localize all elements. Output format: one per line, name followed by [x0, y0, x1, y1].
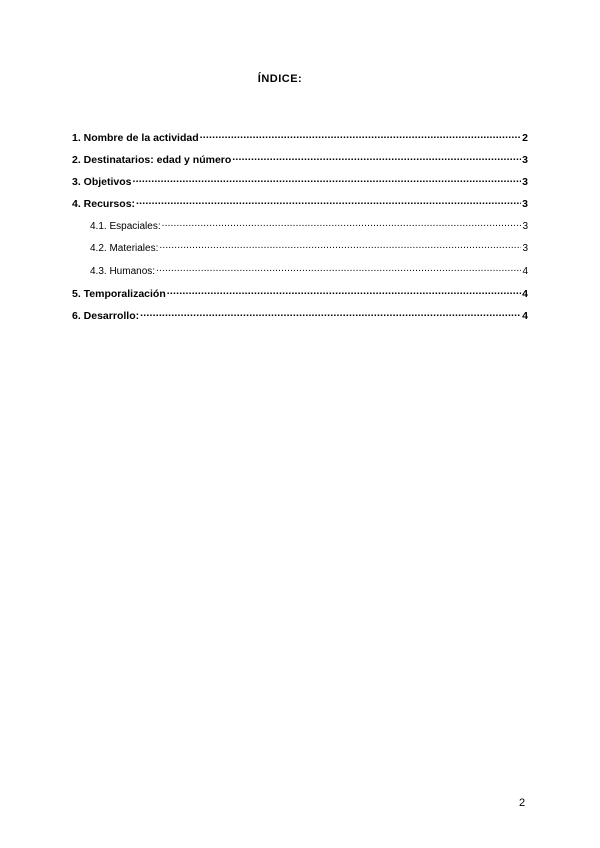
- dot-leader: [232, 152, 521, 163]
- toc-entry-label: 4. Recursos:: [72, 198, 136, 211]
- toc-entry-objetivos[interactable]: [72, 175, 528, 197]
- toc-entry-page: 3: [522, 153, 528, 166]
- dot-leader: [140, 308, 521, 319]
- toc-entry-page: 4: [522, 309, 528, 322]
- toc-entry-label: 1. Nombre de la actividad: [72, 131, 199, 144]
- toc-entry-page: 2: [522, 131, 528, 144]
- table-of-contents: [72, 130, 528, 331]
- toc-entry-label: 3. Objetivos: [72, 176, 132, 189]
- toc-entry-page: 3: [522, 221, 528, 233]
- toc-entry-recursos[interactable]: [72, 197, 528, 219]
- toc-entry-humanos[interactable]: [72, 264, 528, 286]
- toc-entry-label: 4.2. Materiales:: [90, 243, 159, 255]
- dot-leader: [133, 175, 522, 186]
- dot-leader: [167, 286, 521, 297]
- toc-entry-page: 3: [522, 243, 528, 255]
- toc-entry-espaciales[interactable]: [72, 219, 528, 241]
- toc-entry-page: 4: [522, 287, 528, 300]
- toc-entry-label: 4.1. Espaciales:: [90, 221, 161, 233]
- toc-entry-nombre[interactable]: [72, 130, 528, 152]
- dot-leader: [136, 197, 521, 208]
- toc-entry-label: 6. Desarrollo:: [72, 309, 140, 322]
- toc-entry-materiales[interactable]: [72, 241, 528, 263]
- toc-entry-page: 4: [522, 265, 528, 277]
- toc-entry-desarrollo[interactable]: [72, 308, 528, 330]
- dot-leader: [162, 219, 522, 229]
- toc-title: ÍNDICE:: [257, 73, 303, 85]
- page-number: 2: [519, 797, 526, 809]
- toc-entry-page: 3: [522, 176, 528, 189]
- dot-leader: [200, 130, 522, 141]
- toc-entry-temporalizacion[interactable]: [72, 286, 528, 308]
- toc-entry-label: 4.3. Humanos:: [90, 265, 156, 277]
- toc-entry-page: 3: [522, 198, 528, 211]
- dot-leader: [159, 241, 521, 251]
- toc-entry-label: 2. Destinatarios: edad y número: [72, 153, 232, 166]
- toc-entry-label: 5. Temporalización: [72, 287, 166, 300]
- dot-leader: [156, 264, 521, 274]
- toc-entry-destinatarios[interactable]: [72, 152, 528, 174]
